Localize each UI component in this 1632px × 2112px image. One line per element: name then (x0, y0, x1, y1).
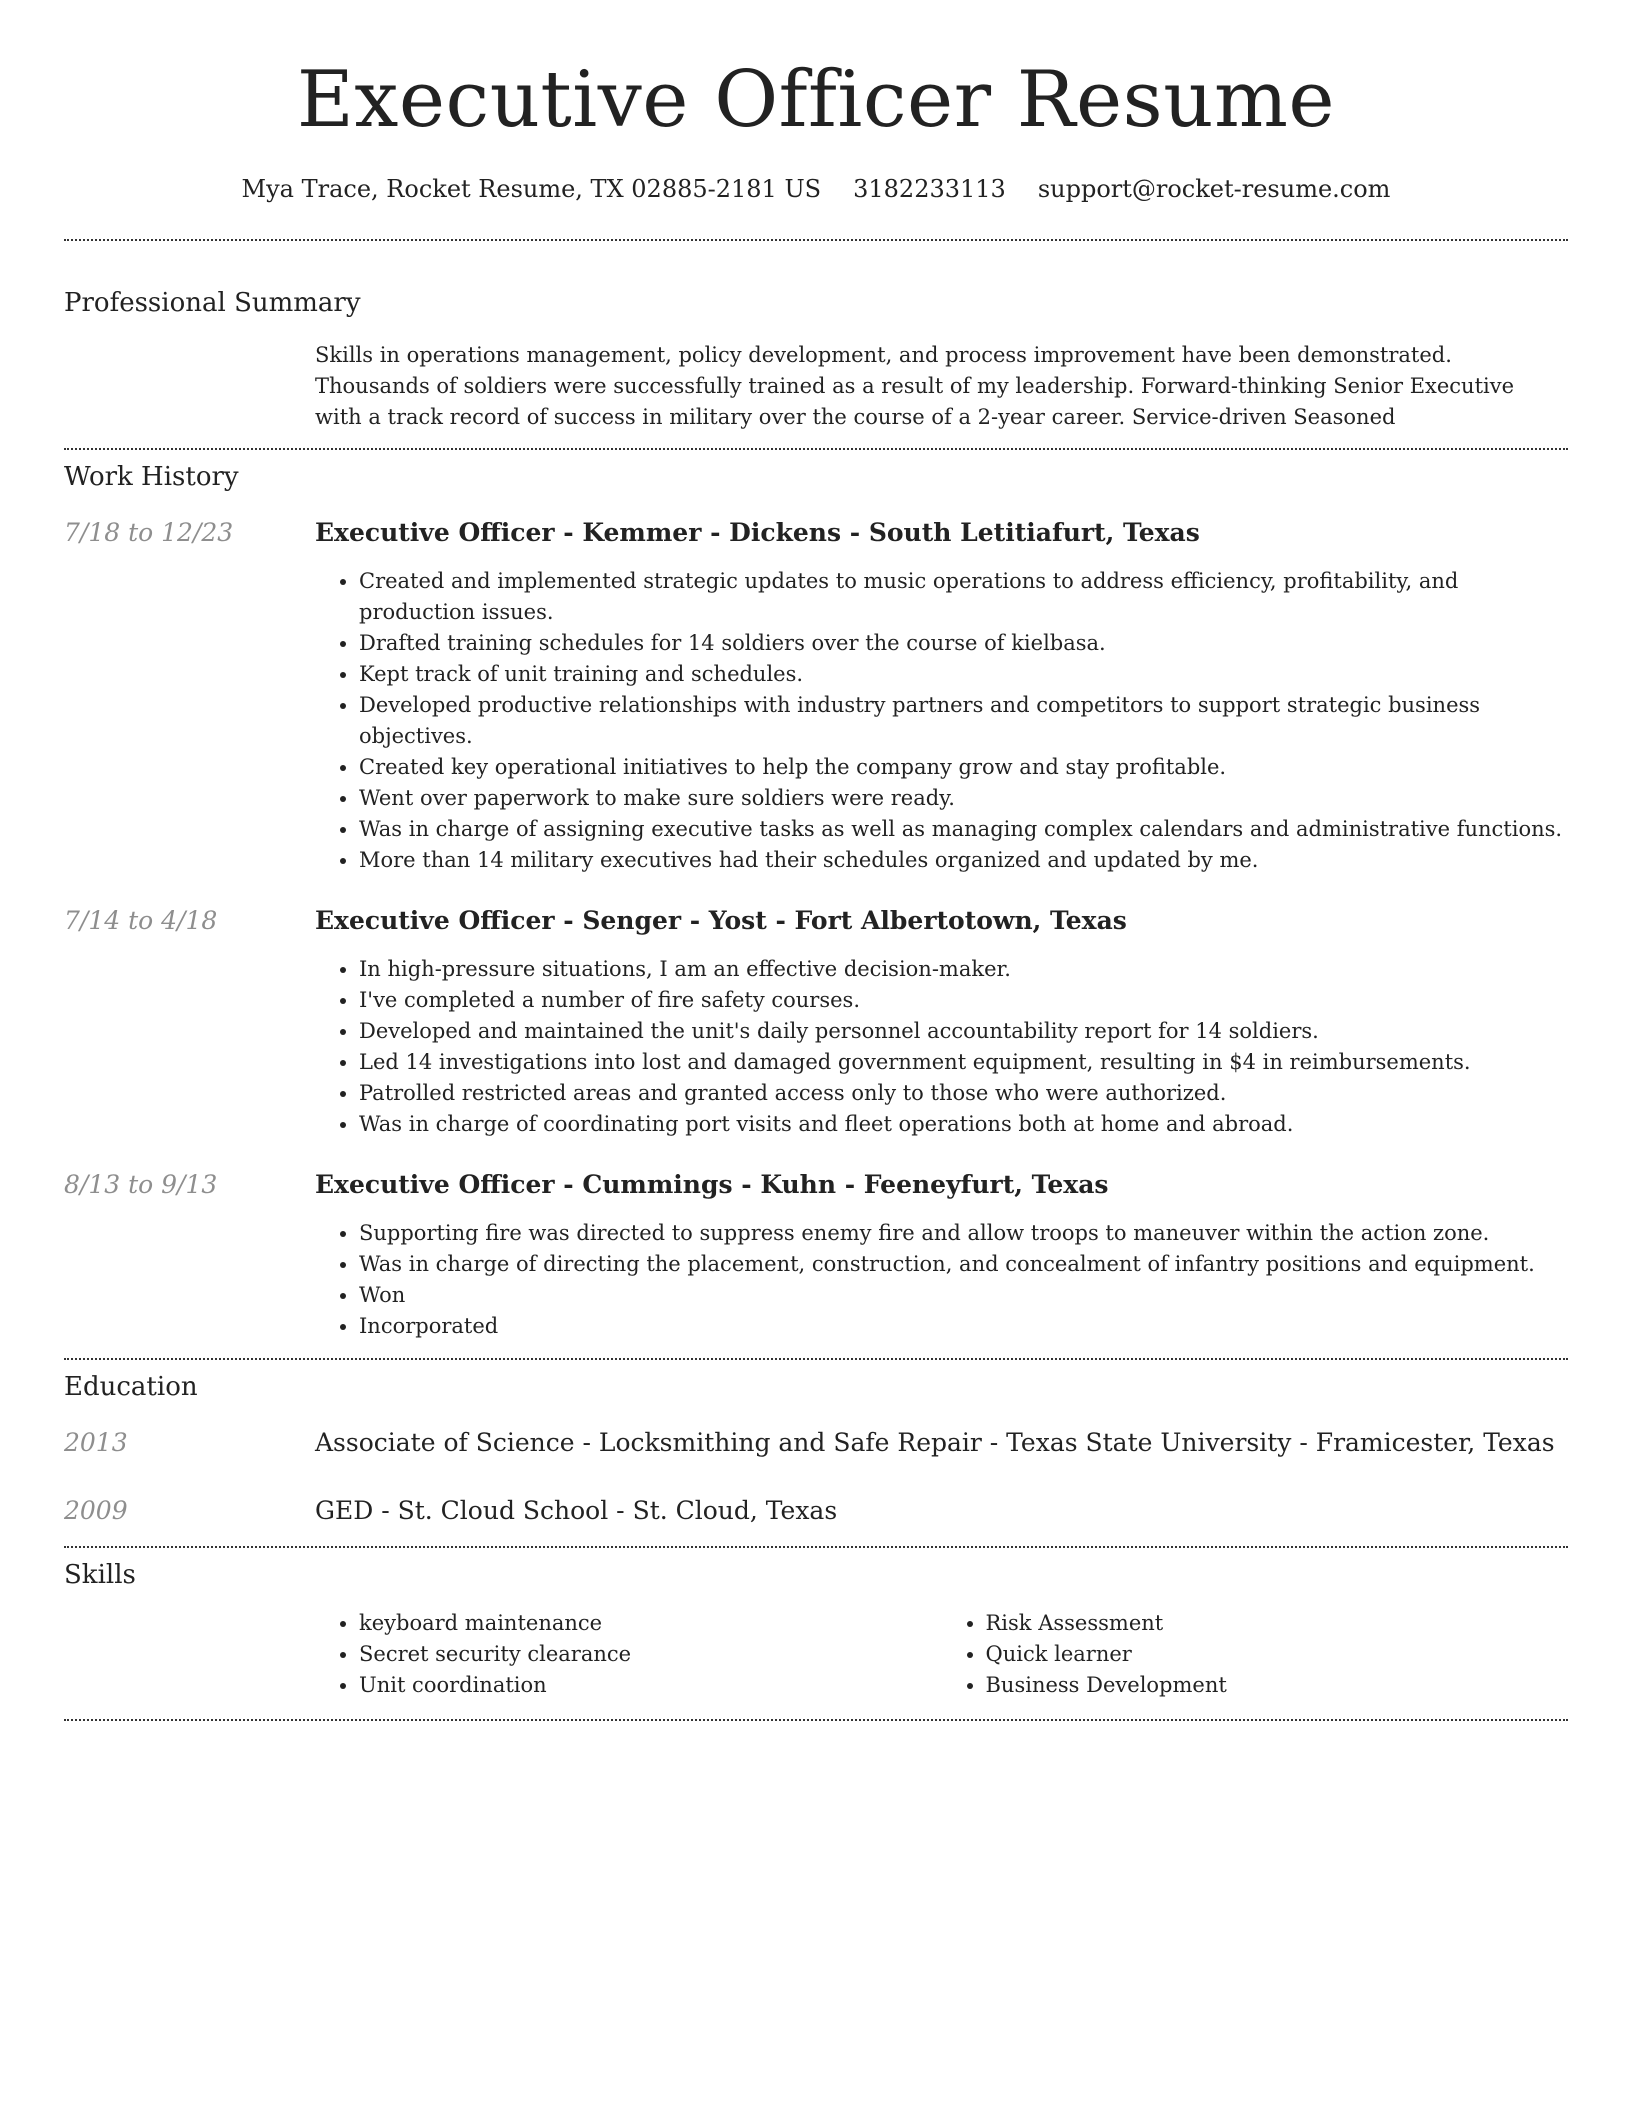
job-bullet: • Supporting fire was directed to suppress enemy fire and allow troops to maneuver within the action zone. (359, 1218, 1568, 1249)
education-divider (64, 1546, 1568, 1548)
education-entry (64, 1494, 1568, 1528)
summary-section (64, 286, 1568, 433)
skills-columns (64, 1608, 1568, 1701)
skill-item: • Secret security clearance (359, 1639, 942, 1670)
education-entry (64, 1426, 1568, 1460)
work-history-heading: Work History (64, 462, 239, 492)
summary-heading: Professional Summary (64, 288, 361, 318)
summary-divider (64, 448, 1568, 450)
skills-section (64, 1558, 1568, 1701)
education-heading: Education (64, 1372, 198, 1402)
job-bullet: • Incorporated (359, 1311, 1568, 1342)
job-bullets (315, 566, 1568, 876)
job-bullet: • Developed productive relationships with industry partners and competitors to support strategic business objectives. (359, 690, 1568, 752)
job-bullet: • More than 14 military executives had their schedules organized and updated by me. (359, 845, 1568, 876)
resume-page (64, 0, 1568, 1721)
job-bullet: • Drafted training schedules for 14 soldiers over the course of kielbasa. (359, 628, 1568, 659)
job-bullets (315, 954, 1568, 1140)
job-bullet: • Kept track of unit training and schedules. (359, 659, 1568, 690)
work-history-section (64, 460, 1568, 1342)
job-dates: 7/18 to 12/23 (64, 518, 234, 547)
skills-heading: Skills (64, 1560, 136, 1590)
job-bullet: • Was in charge of assigning executive tasks as well as managing complex calendars and administrative functions. (359, 814, 1568, 845)
skill-item: • Risk Assessment (986, 1608, 1569, 1639)
education-text: Associate of Science - Locksmithing and Safe Repair - Texas State University - Framicester, Texas (315, 1428, 1555, 1457)
job-bullet: • Was in charge of coordinating port visits and fleet operations both at home and abroad. (359, 1109, 1568, 1140)
job-bullet: • Developed and maintained the unit's daily personnel accountability report for 14 soldiers. (359, 1016, 1568, 1047)
job-bullet: • Patrolled restricted areas and granted access only to those who were authorized. (359, 1078, 1568, 1109)
job-body (315, 1168, 1568, 1342)
skill-item: • Business Development (986, 1670, 1569, 1701)
job-title: Executive Officer - Senger - Yost - Fort Albertotown, Texas (315, 906, 1127, 935)
job-dates: 8/13 to 9/13 (64, 1170, 218, 1199)
job-entry (64, 1168, 1568, 1342)
job-entry (64, 904, 1568, 1140)
skills-list-right (942, 1608, 1569, 1701)
skills-list-left (315, 1608, 942, 1701)
job-bullet: • I've completed a number of fire safety courses. (359, 985, 1568, 1016)
skill-item: • Quick learner (986, 1639, 1569, 1670)
job-title: Executive Officer - Cummings - Kuhn - Feeneyfurt, Texas (315, 1170, 1109, 1199)
job-dates: 7/14 to 4/18 (64, 906, 218, 935)
summary-text: Skills in operations management, policy development, and process improvement have been demonstrated. Thousands of soldiers were successfully trained as a result of my leadership. Forward-thinking Senior Executive with a track record of success in military over the course of a 2-year career. Service-driven Seasoned (315, 343, 1515, 429)
job-bullet: • Created key operational initiatives to help the company grow and stay profitable. (359, 752, 1568, 783)
resume-title: Executive Officer Resume (296, 55, 1336, 145)
job-bullet: • Created and implemented strategic updates to music operations to address efficiency, profitability, and production issues. (359, 566, 1568, 628)
job-title: Executive Officer - Kemmer - Dickens - South Letitiafurt, Texas (315, 518, 1200, 547)
header-divider (64, 239, 1568, 241)
skill-item: • Unit coordination (359, 1670, 942, 1701)
job-bullets (315, 1218, 1568, 1342)
job-bullet: • Led 14 investigations into lost and damaged government equipment, resulting in $4 in reimbursements. (359, 1047, 1568, 1078)
contact-email: support@rocket-resume.com (1037, 175, 1391, 203)
job-bullet: • Won (359, 1280, 1568, 1311)
skill-item: • keyboard maintenance (359, 1608, 942, 1639)
contact-phone: 3182233113 (853, 175, 1006, 203)
education-year: 2013 (64, 1428, 128, 1457)
job-bullet: • In high-pressure situations, I am an effective decision-maker. (359, 954, 1568, 985)
education-text: GED - St. Cloud School - St. Cloud, Texas (315, 1496, 838, 1525)
job-bullet: • Went over paperwork to make sure soldiers were ready. (359, 783, 1568, 814)
contact-line (64, 174, 1568, 204)
work-divider (64, 1358, 1568, 1360)
job-entry (64, 516, 1568, 876)
skills-divider (64, 1719, 1568, 1721)
education-year: 2009 (64, 1496, 128, 1525)
education-section (64, 1370, 1568, 1528)
contact-address: Mya Trace, Rocket Resume, TX 02885-2181 US (241, 175, 822, 203)
job-body (315, 516, 1568, 876)
job-bullet: • Was in charge of directing the placement, construction, and concealment of infantry positions and equipment. (359, 1249, 1568, 1280)
job-body (315, 904, 1568, 1140)
